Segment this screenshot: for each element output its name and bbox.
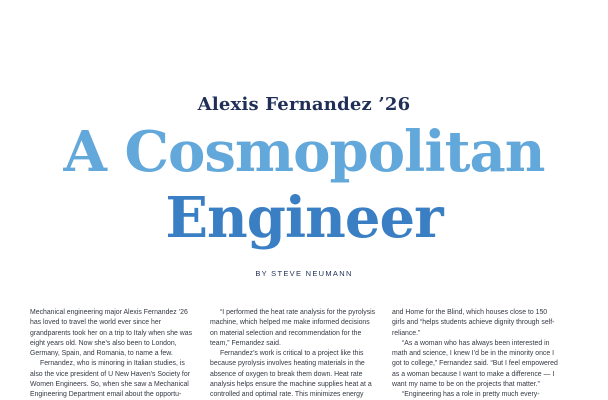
paragraph: “Engineering has a role in pretty much every- xyxy=(402,391,540,399)
paragraph: Fernandez’s work is critical to a project like this because pyrolysis involves heating materials in the absence of oxygen to break them down. Heat rate analysis helps ensure the machine supplies heat at a controlled and optimal rate. This minimizes energy xyxy=(210,350,372,399)
paragraph: “I performed the heat rate analysis for the pyrolysis machine, which helped me make informed decisions on material selection and recommendation for the team,” Fernandez said. xyxy=(210,309,376,347)
headline-line-1: A Cosmopolitan xyxy=(63,119,545,185)
body-column-2 xyxy=(210,308,377,400)
paragraph: Fernandez, who is minoring in Italian studies, is also the vice president of U New Haven’s Society for Women Engineers. So, when she saw a Mechanical Engineering Department email about the opportu- xyxy=(30,360,190,399)
paragraph: Mechanical engineering major Alexis Fernandez ’26 has loved to travel the world ever since her grandparents took her on a trip to Italy when she was eight years old. Now she’s also been to London, Germany, Spain, and Romania, to name a few. xyxy=(30,309,193,358)
body-column-3 xyxy=(392,308,559,400)
headline-line-2: Engineer xyxy=(165,185,443,251)
byline: BY STEVE NEUMANN xyxy=(255,269,353,278)
article-kicker: Alexis Fernandez ’26 xyxy=(197,94,411,115)
paragraph: “As a woman who has always been interested in math and science, I knew I’d be in the minority once I got to college,” Fernandez said. “But I feel empowered as a woman because I want to make a difference — I want my name to be on the projects that matter.” xyxy=(392,339,558,389)
body-column-1 xyxy=(30,308,197,400)
paragraph: and Home for the Blind, which houses close to 150 girls and “helps students achieve dignity through self-reliance.” xyxy=(392,309,555,337)
